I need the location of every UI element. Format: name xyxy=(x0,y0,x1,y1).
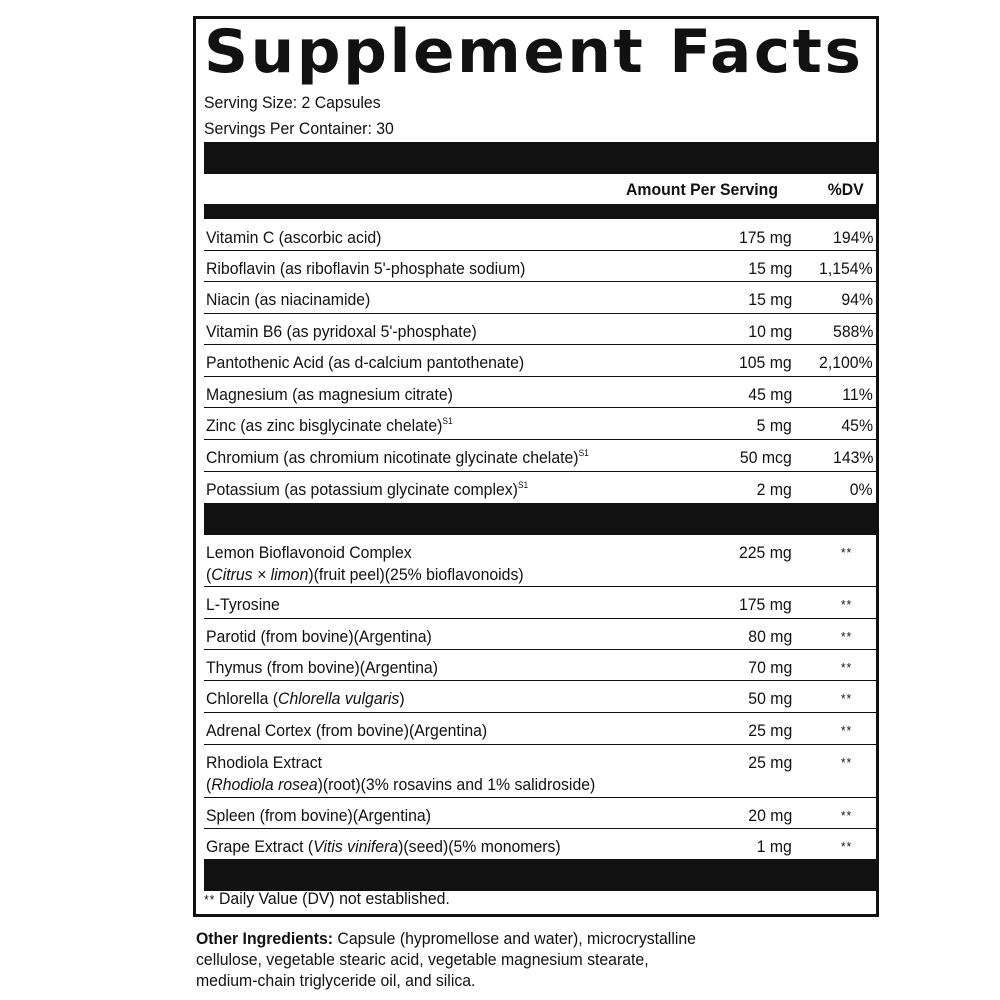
ingredient-dv: ** xyxy=(840,723,852,738)
nutrient-row xyxy=(204,282,876,314)
other-ingredients-label: Other Ingredients: xyxy=(196,929,334,948)
nutrient-name: Magnesium (as magnesium citrate) xyxy=(206,385,453,404)
ingredient-row xyxy=(204,650,876,681)
ingredient-dv: ** xyxy=(840,755,852,770)
nutrient-dv: 0% xyxy=(850,480,873,499)
ingredient-name: Spleen (from bovine)(Argentina) xyxy=(206,806,431,825)
nutrient-amount: 2 mg xyxy=(756,480,792,499)
ingredient-name: Thymus (from bovine)(Argentina) xyxy=(206,658,438,677)
ingredient-name: L-Tyrosine xyxy=(206,595,280,614)
ingredient-row xyxy=(204,681,876,713)
nutrient-row xyxy=(204,220,876,251)
ingredient-row xyxy=(204,535,876,587)
nutrient-dv: 143% xyxy=(832,448,873,467)
bottom-divider-bar xyxy=(204,859,876,891)
header-daily-value: %DV xyxy=(827,180,864,199)
nutrient-name: Vitamin B6 (as pyridoxal 5'-phosphate) xyxy=(206,322,477,341)
supplement-facts-panel xyxy=(193,16,879,917)
ingredient-row xyxy=(204,798,876,829)
servings-per-container: Servings Per Container: 30 xyxy=(204,119,394,138)
ingredient-amount: 50 mg xyxy=(748,689,792,708)
ingredient-amount: 175 mg xyxy=(739,595,792,614)
nutrient-amount: 105 mg xyxy=(739,353,792,372)
other-ingredients: Other Ingredients: Capsule (hypromellose and water), microcrystalline cellulose, vegetable stearic acid, vegetable magnesium stearate, medium-chain triglyceride oil, and silica. xyxy=(196,929,696,990)
nutrient-name: Niacin (as niacinamide) xyxy=(206,290,371,309)
nutrient-row xyxy=(204,408,876,440)
nutrient-name: Riboflavin (as riboflavin 5'-phosphate sodium) xyxy=(206,259,526,278)
nutrient-row xyxy=(204,472,876,503)
ingredient-amount: 25 mg xyxy=(748,753,792,772)
ingredient-detail: (Rhodiola rosea)(root)(3% rosavins and 1% salidroside) xyxy=(206,775,596,794)
ingredient-name: Adrenal Cortex (from bovine)(Argentina) xyxy=(206,721,488,740)
nutrient-dv: 194% xyxy=(832,228,873,247)
nutrient-amount: 50 mcg xyxy=(740,448,792,467)
header-amount-per-serving: Amount Per Serving xyxy=(626,180,778,199)
footnote-superscript: S1 xyxy=(442,416,453,426)
ingredient-row xyxy=(204,587,876,619)
ingredient-dv: ** xyxy=(840,597,852,612)
ingredient-detail: (Citrus × limon)(fruit peel)(25% bioflavonoids) xyxy=(206,565,524,584)
nutrient-amount: 15 mg xyxy=(748,259,792,278)
ingredient-row xyxy=(204,619,876,650)
nutrient-row xyxy=(204,440,876,472)
nutrient-dv: 11% xyxy=(842,385,873,404)
nutrient-amount: 5 mg xyxy=(756,416,792,435)
ingredient-name: Chlorella (Chlorella vulgaris) xyxy=(206,689,405,708)
header-divider-bar xyxy=(204,204,876,219)
footnote: ** Daily Value (DV) not established. xyxy=(204,889,450,908)
ingredient-amount: 225 mg xyxy=(739,543,792,562)
nutrient-row xyxy=(204,345,876,377)
nutrient-row xyxy=(204,251,876,282)
ingredient-amount: 20 mg xyxy=(748,806,792,825)
ingredient-amount: 70 mg xyxy=(748,658,792,677)
ingredient-name: Grape Extract (Vitis vinifera)(seed)(5% monomers) xyxy=(206,837,561,856)
ingredient-amount: 1 mg xyxy=(756,837,792,856)
nutrient-name: Potassium (as potassium glycinate complex)$^{S1}$ xyxy=(206,480,529,499)
ingredient-dv: ** xyxy=(840,691,852,706)
nutrient-name: Zinc (as zinc bisglycinate chelate)$^{S1}$ xyxy=(206,416,453,435)
nutrient-dv: 1,154% xyxy=(819,259,873,278)
nutrient-amount: 45 mg xyxy=(748,385,792,404)
nutrient-name: Pantothenic Acid (as d-calcium pantothenate) xyxy=(206,353,525,372)
nutrient-dv: 45% xyxy=(841,416,873,435)
nutrient-dv: 588% xyxy=(832,322,873,341)
nutrient-name: Chromium (as chromium nicotinate glycinate chelate)$^{S1}$ xyxy=(206,448,589,467)
footnote-superscript: S1 xyxy=(517,480,529,490)
serving-size: Serving Size: 2 Capsules xyxy=(204,93,381,112)
ingredient-name: Lemon Bioflavonoid Complex xyxy=(206,543,412,562)
nutrient-amount: 175 mg xyxy=(739,228,792,247)
section-divider-bar xyxy=(204,503,876,535)
ingredient-dv: ** xyxy=(840,839,852,854)
ingredient-row xyxy=(204,829,876,860)
ingredient-amount: 80 mg xyxy=(748,627,792,646)
ingredient-dv: ** xyxy=(840,660,852,675)
footnote-superscript: S1 xyxy=(578,448,589,458)
ingredient-name: Rhodiola Extract xyxy=(206,753,323,772)
nutrient-name: Vitamin C (ascorbic acid) xyxy=(206,228,382,247)
nutrient-row xyxy=(204,314,876,345)
ingredient-amount: 25 mg xyxy=(748,721,792,740)
nutrient-amount: 15 mg xyxy=(748,290,792,309)
ingredient-row xyxy=(204,745,876,798)
ingredient-dv: ** xyxy=(840,629,852,644)
ingredient-row xyxy=(204,713,876,745)
nutrient-amount: 10 mg xyxy=(748,322,792,341)
panel-title: Supplement Facts xyxy=(204,17,864,87)
nutrient-dv: 94% xyxy=(841,290,873,309)
ingredient-dv: ** xyxy=(840,808,852,823)
nutrient-dv: 2,100% xyxy=(819,353,873,372)
thick-divider-bar xyxy=(204,142,876,174)
nutrient-row xyxy=(204,377,876,408)
ingredient-name: Parotid (from bovine)(Argentina) xyxy=(206,627,432,646)
ingredient-dv: ** xyxy=(840,545,852,560)
